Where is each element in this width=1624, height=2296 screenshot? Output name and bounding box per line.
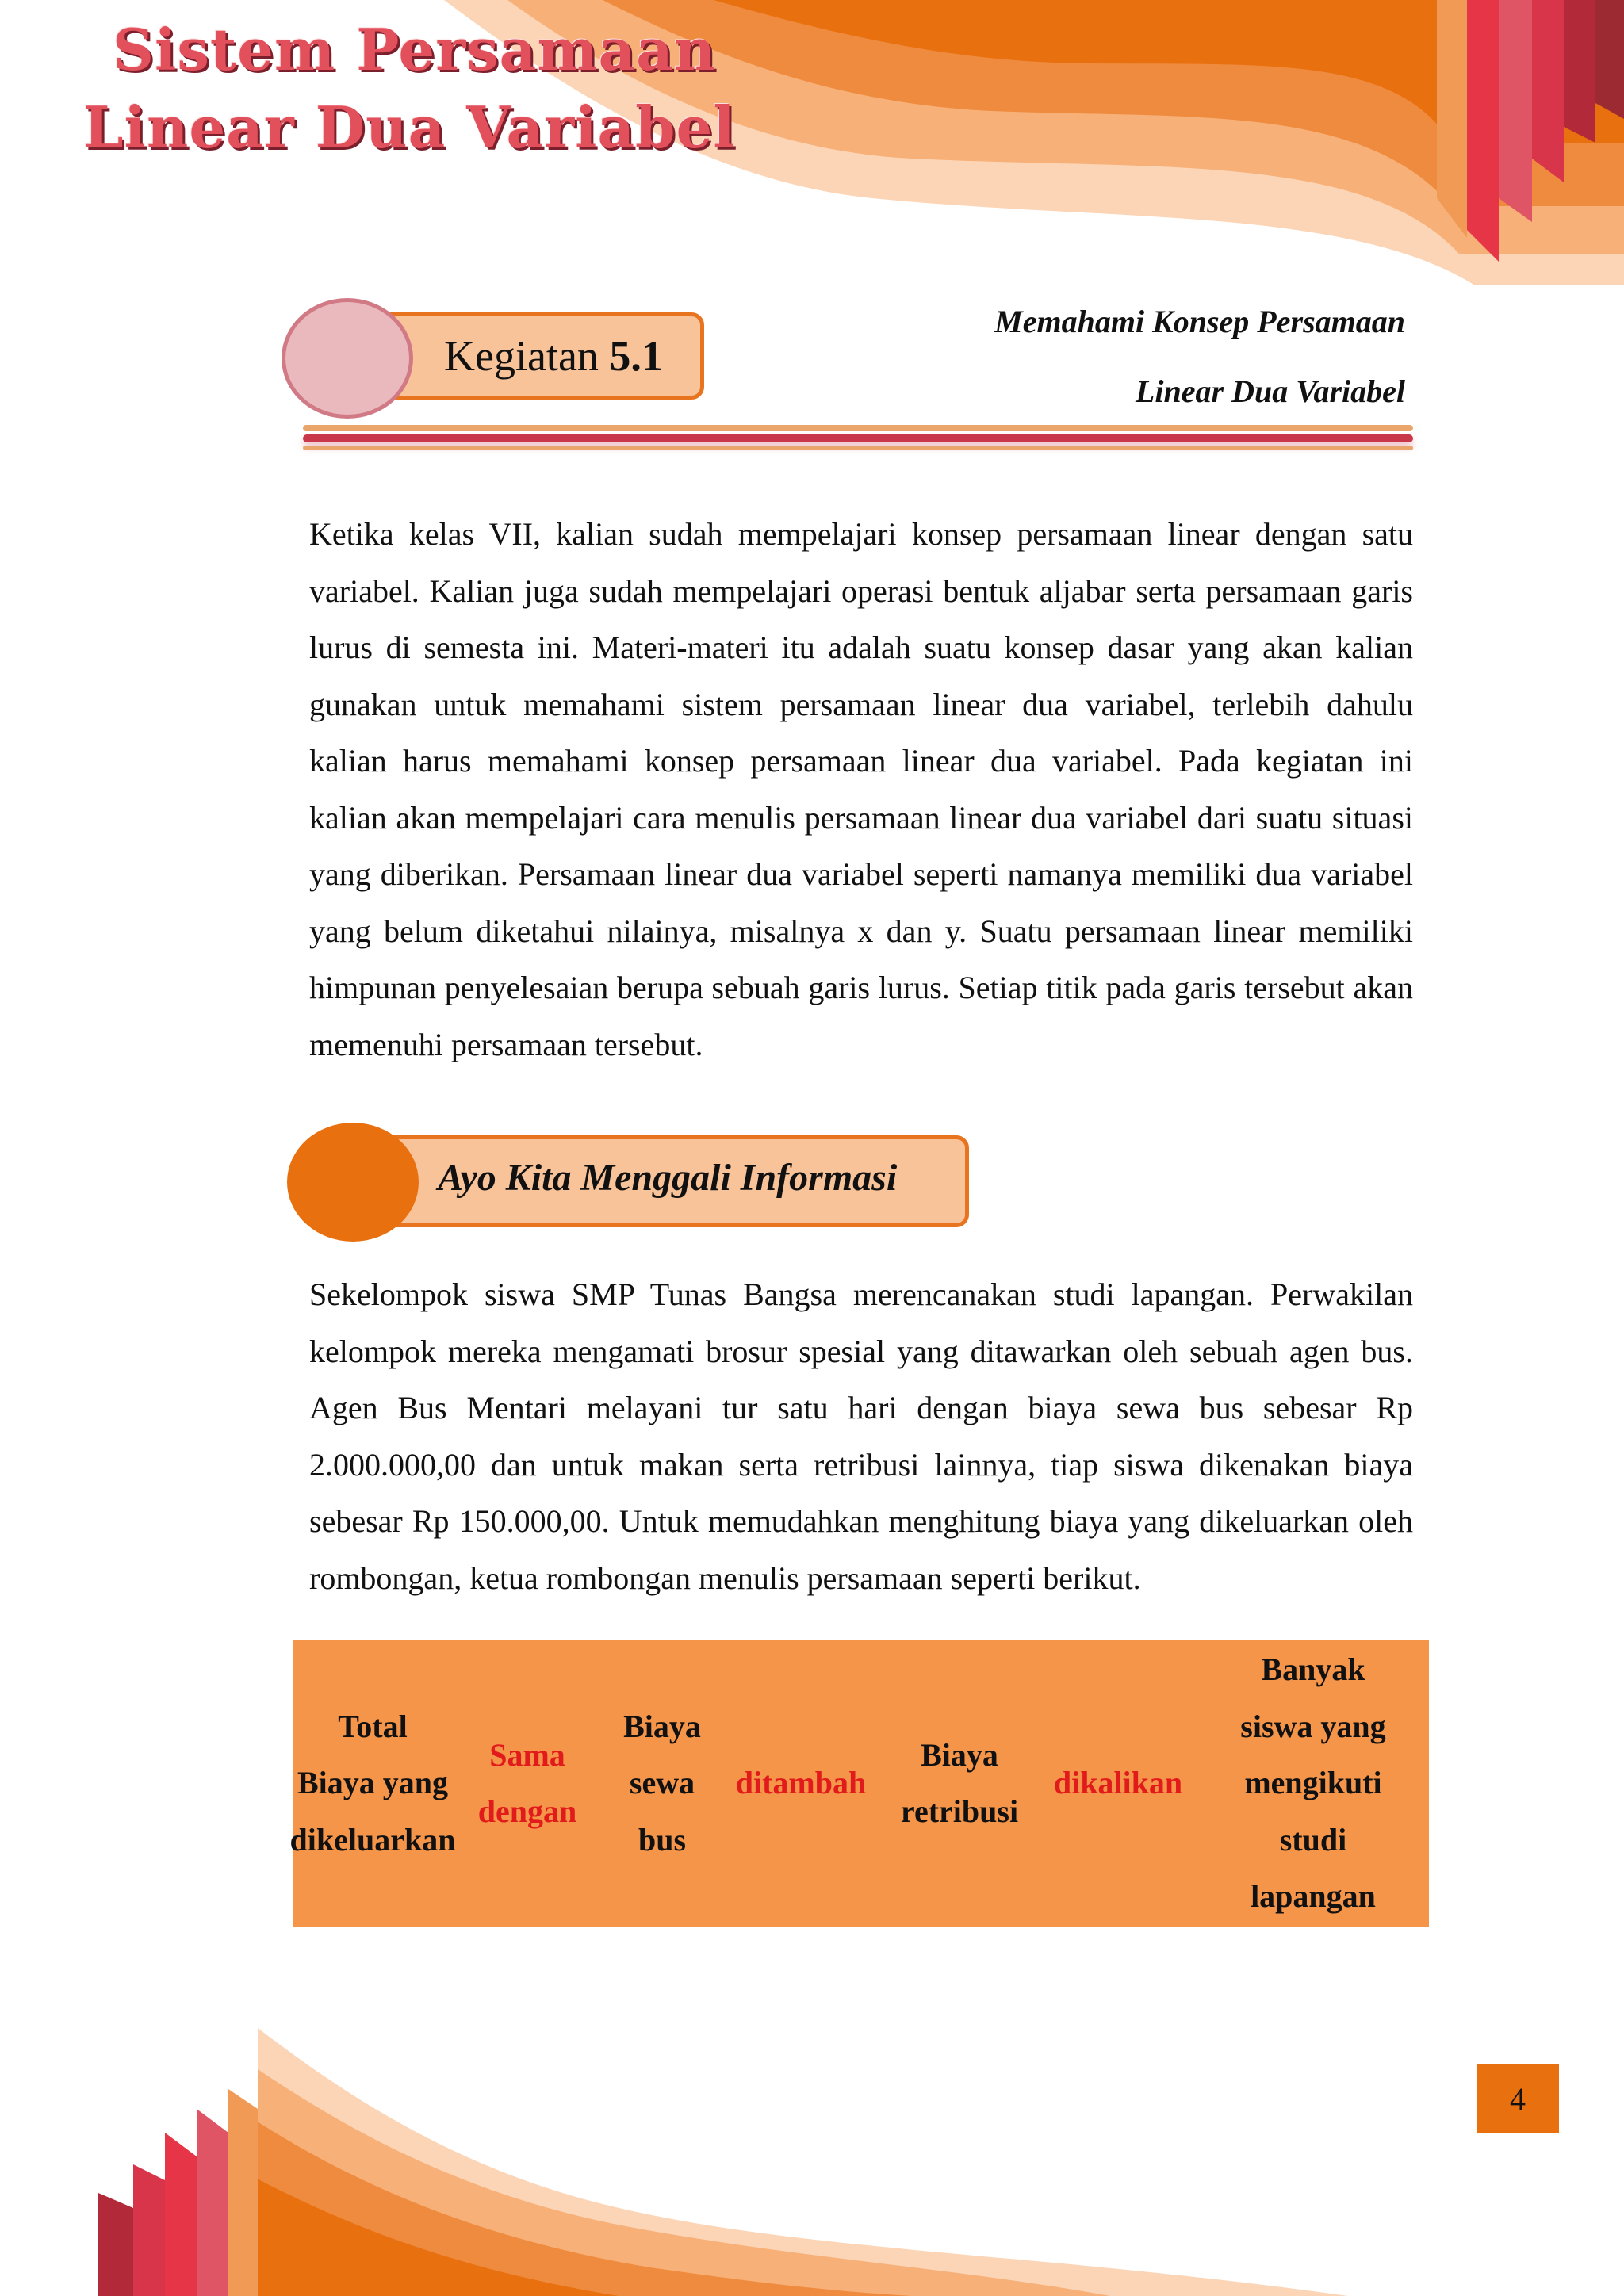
word-equation-table (289, 1640, 1429, 1927)
kegiatan-subtitle-line-2: Linear Dua Variabel (1135, 373, 1405, 409)
equation-operator-times: dikalikan (1053, 1765, 1183, 1801)
section-circle-badge (287, 1123, 419, 1242)
document-title-line-2: Linear Dua Variabel (83, 94, 736, 161)
footer-decoration (0, 2014, 1624, 2296)
kegiatan-heading (444, 331, 663, 381)
document-title-line-1: Sistem Persamaan (113, 16, 717, 83)
equation-operator-plus: ditambah (735, 1765, 867, 1801)
story-paragraph: Sekelompok siswa SMP Tunas Bangsa merencanakan studi lapangan. Perwakilan kelompok mereka mengamati brosur spesial yang ditawarkan oleh sebuah agen bus. Agen Bus Mentari melayani tur satu hari dengan biaya sewa bus sebesar Rp 2.000.000,00 dan untuk makan serta retribusi lainnya, tiap siswa dikenakan biaya sebesar Rp 150.000,00. Untuk memudahkan menghitung biaya yang dikeluarkan oleh rombongan, ketua rombongan menulis persamaan seperti berikut. (309, 1276, 1413, 1596)
kegiatan-label: Kegiatan (444, 332, 599, 380)
kegiatan-subtitle-line-1: Memahami Konsep Persamaan (994, 304, 1405, 339)
kegiatan-number: 5.1 (609, 332, 663, 380)
section-divider (303, 420, 1413, 455)
equation-term-bus-rent: Biaya sewa bus (623, 1708, 701, 1858)
equation-operator-equals: Sama dengan (477, 1736, 577, 1829)
section-title: Ayo Kita Menggali Informasi (438, 1157, 898, 1199)
intro-paragraph: Ketika kelas VII, kalian sudah mempelajari konsep persamaan linear dengan satu variabel. Kalian juga sudah mempelajari operasi bentuk aljabar serta persamaan garis lurus di semesta ini. Materi-materi itu adalah suatu konsep dasar yang akan kalian gunakan untuk memahami sistem persamaan linear dua variabel, terlebih dahulu kalian harus memahami konsep persamaan linear dua variabel. Pada kegiatan ini kalian akan mempelajari cara menulis persamaan linear dua variabel dari suatu situasi yang diberikan. Persamaan linear dua variabel seperti namanya memiliki dua variabel yang belum diketahui nilainya, misalnya x dan y. Suatu persamaan linear memiliki himpunan penyelesaian berupa sebuah garis lurus. Setiap titik pada garis tersebut akan memenuhi persamaan tersebut. (309, 516, 1413, 1062)
page-number: 4 (1477, 2064, 1559, 2133)
kegiatan-circle-badge (282, 298, 413, 419)
equation-term-total-cost: Total Biaya yang dikeluarkan (289, 1708, 456, 1858)
equation-term-student-count: Banyak siswa yang mengikuti studi lapangan (1240, 1651, 1386, 1915)
equation-term-retribution: Biaya retribusi (900, 1736, 1019, 1829)
